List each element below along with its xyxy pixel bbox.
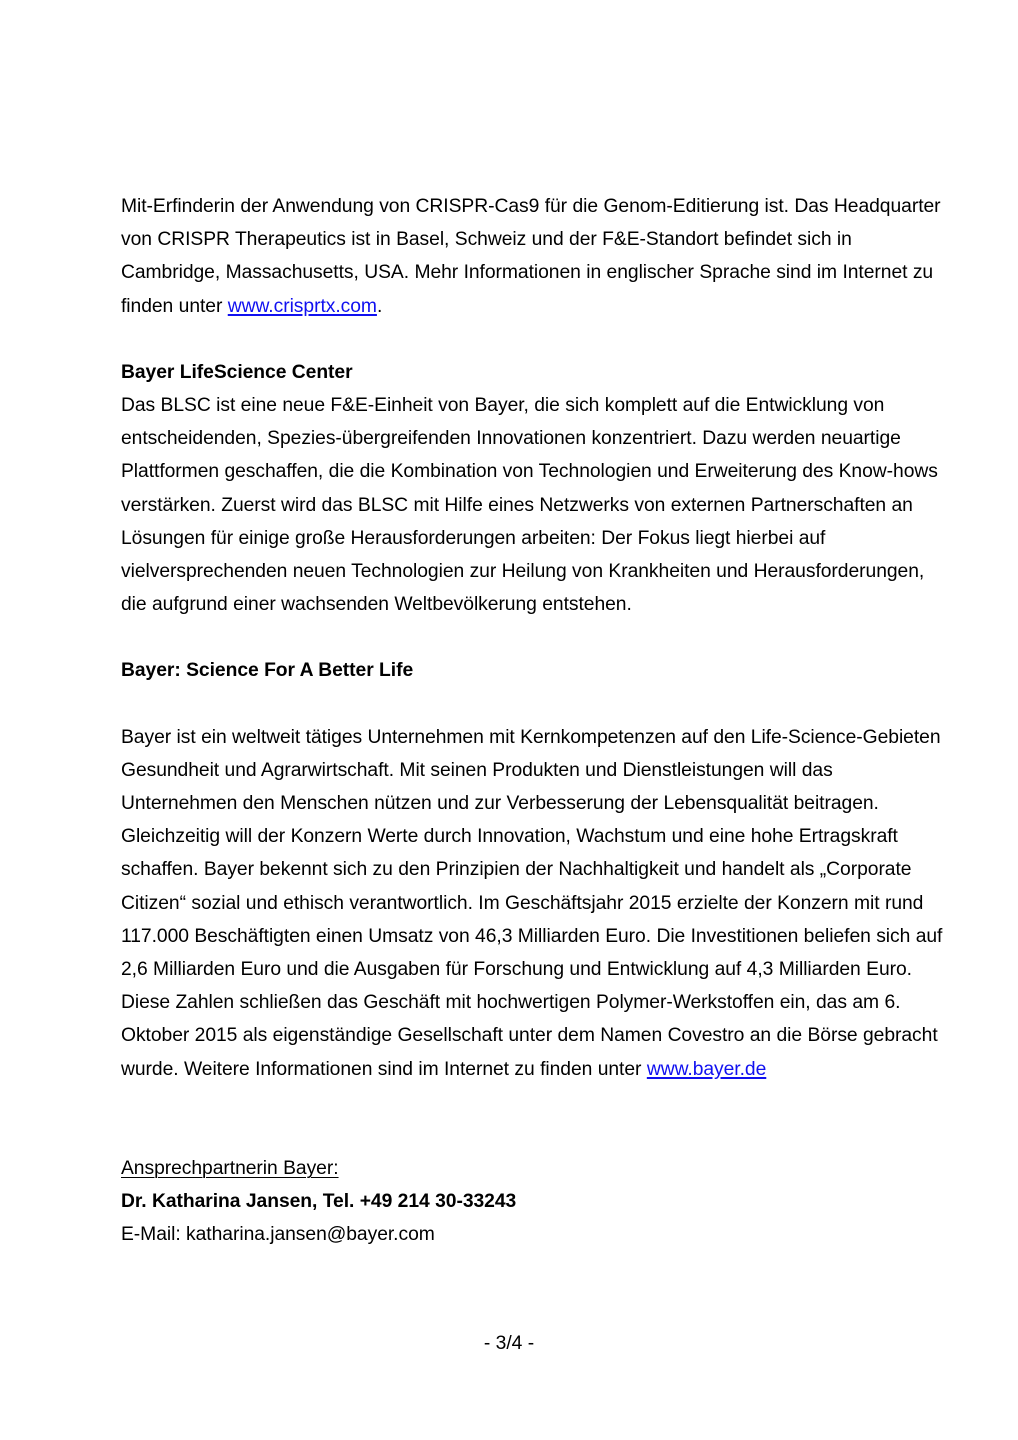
intro-text-after-link: . (376, 295, 383, 317)
spacer-before-contact (121, 1086, 943, 1152)
page-number: - 3/4 - (483, 1333, 535, 1354)
heading-bayer-science-for-a-better-life: Bayer: Science For A Better Life (121, 660, 414, 682)
bayer-text-before-link: Bayer ist ein weltweit tätiges Unternehmen mit Kernkompetenzen auf den Life-Science-Gebieten Gesundheit und Agrarwirtschaft. Mit seinen Produkten und Dienstleistungen will das Unternehmen den Menschen nützen und zur Verbesserung der Lebensqualität beitragen. Gleichzeitig will der Konzern Werte durch Innovation, Wachstum und eine hohe Ertragskraft schaffen. Bayer bekennt sich zu den Prinzipien der Nachhaltigkeit und handelt als „Corporate Citizen“ sozial und ethisch verantwortlich. Im Geschäftsjahr 2015 erzielte der Konzern mit rund 117.000 Beschäftigten einen Umsatz von 46,3 Milliarden Euro. Die Investitionen beliefen sich auf 2,6 Milliarden Euro und die Ausgaben für Forschung und Entwicklung auf 4,3 Milliarden Euro. Diese Zahlen schließen das Geschäft mit hochwertigen Polymer-Werkstoffen ein, das am 6. Oktober 2015 als eigenständige Gesellschaft unter dem Namen Covestro an die Börse gebracht wurde. Weitere Informationen sind im Internet zu finden unter (121, 726, 943, 1080)
spacer-after-bayer-heading (121, 688, 943, 721)
paragraph-bayer-body (121, 721, 943, 1086)
contact-email: E-Mail: katharina.jansen@bayer.com (121, 1224, 435, 1246)
spacer-after-blsc (121, 621, 943, 654)
document-content (121, 190, 943, 1251)
intro-text-before-link: Mit-Erfinderin der Anwendung von CRISPR-Cas9 für die Genom-Editierung ist. Das Headquarter von CRISPR Therapeutics ist in Basel, Schweiz und der F&E-Standort befindet sich in Cambridge, Massachusetts, USA. Mehr Informationen in englischer Sprache sind im Internet zu finden unter (121, 196, 941, 317)
bayer-de-link[interactable]: www.bayer.de (646, 1058, 767, 1080)
spacer-after-intro (121, 323, 943, 356)
page-footer (0, 1331, 1018, 1357)
intro-paragraph (121, 190, 943, 323)
contact-label-text: Ansprechpartnerin Bayer: (121, 1157, 339, 1179)
heading-bayer-lifescience-center: Bayer LifeScience Center (121, 361, 353, 383)
paragraph-blsc-body: Das BLSC ist eine neue F&E-Einheit von Bayer, die sich komplett auf die Entwicklung von entscheidenden, Spezies-übergreifenden Innovationen konzentriert. Dazu werden neuartige Plattformen geschaffen, die die Kombination von Technologien und Erweiterung des Know-hows verstärken. Zuerst wird das BLSC mit Hilfe eines Netzwerks von externen Partnerschaften an Lösungen für einige große Herausforderungen arbeiten: Der Fokus liegt hierbei auf vielversprechenden neuen Technologien zur Heilung von Krankheiten und Herausforderungen, die aufgrund einer wachsenden Weltbevölkerung entstehen. (121, 395, 938, 616)
crisprtx-link[interactable]: www.crisprtx.com (227, 295, 377, 317)
contact-name-phone: Dr. Katharina Jansen, Tel. +49 214 30-33243 (121, 1191, 517, 1213)
contact-label (121, 1152, 943, 1185)
